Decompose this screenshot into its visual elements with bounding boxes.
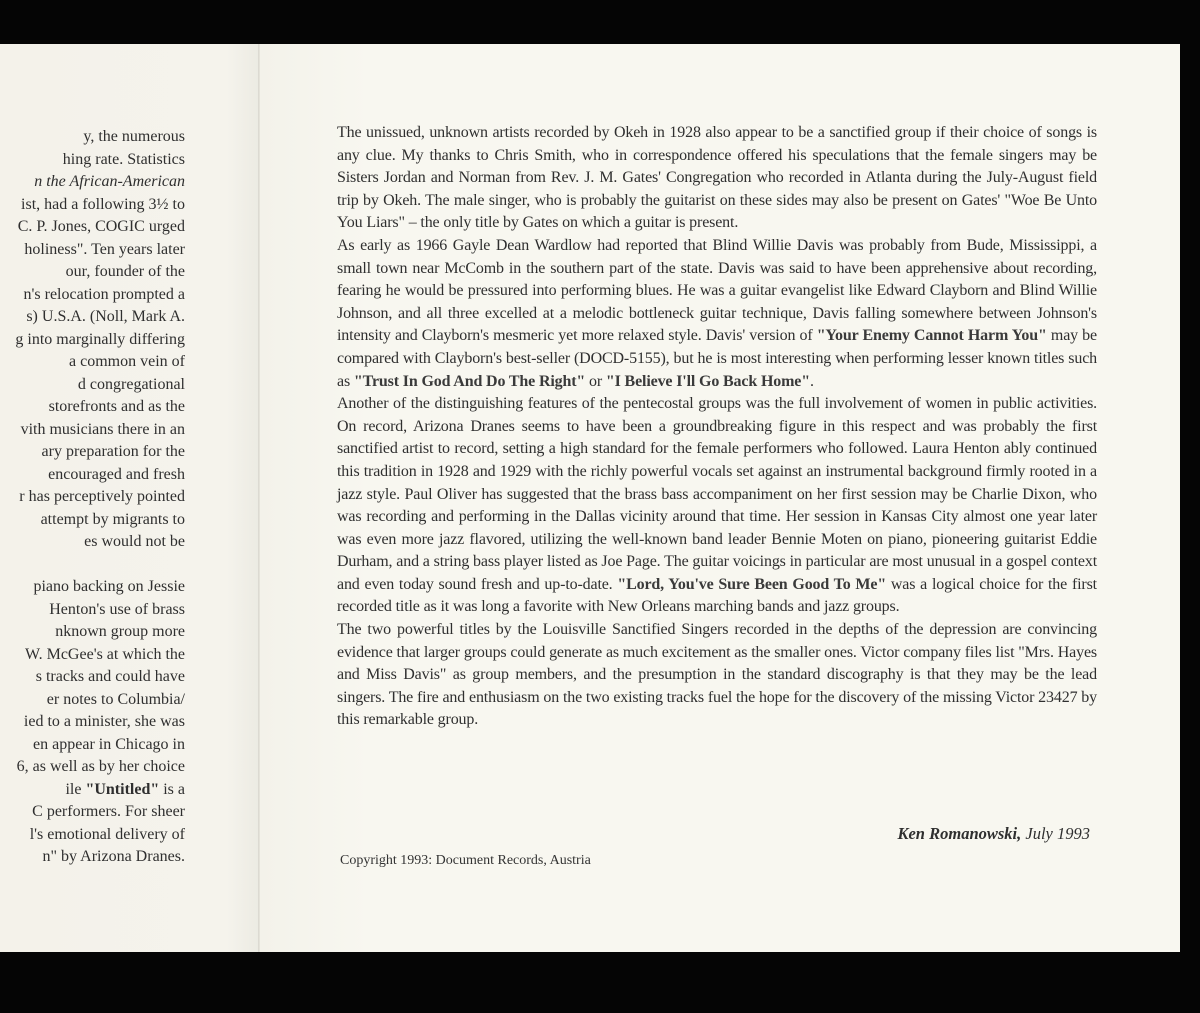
left-page-line: n's relocation prompted a	[23, 285, 185, 303]
left-page-line: ied to a minister, she was	[23, 713, 185, 730]
left-page-line: ary preparation for the	[41, 443, 185, 460]
left-page-line: 6, as well as by her choice	[16, 758, 185, 775]
song-title: "Lord, You've Sure Been Good To Me"	[617, 575, 887, 593]
left-page-line	[0, 779, 185, 802]
left-page-line: s) U.S.A. (Noll, Mark A.	[26, 308, 185, 325]
left-page-line: g into marginally differing	[15, 330, 185, 348]
left-page-line: encouraged and fresh	[48, 465, 185, 483]
liner-notes-article	[337, 122, 1097, 732]
left-page-line: s tracks and could have	[35, 668, 185, 685]
paragraph-text: Another of the distinguishing features of the pentecostal groups was the full involvement of women in public activities. On record, Arizona Dranes seems to have been a groundbreaking figure in this respect and was probably the first sanctified artist to record, setting a high standard for the female performers who followed. Laura Henton ably continued this tradition in 1928 and 1929 with the richly powerful vocals set against an instrumental background firmly rooted in a jazz style. Paul Oliver has suggested that the brass bass accompaniment on her first session may be Charlie Dixon, who was recording and performing in the Dallas vicinity around that time. Her session in Kansas City almost one year later was even more jazz flavored, utilizing the well-known band leader Bennie Moten on piano, pioneering guitarist Eddie Durham, and a string bass player listed as Joe Page. The guitar voicings in particular are most unusual in a gospel context and even today sound fresh and up-to-date.	[337, 395, 1097, 593]
paragraph-text: was a logical choice for the first recorded title as it was long a favorite with New Orleans marching bands and jazz groups.	[337, 575, 1097, 616]
paragraph-text: .	[809, 372, 814, 390]
left-page-line: W. McGee's at which the	[24, 645, 185, 663]
left-page	[0, 44, 258, 952]
article-paragraph	[337, 619, 1097, 732]
left-page-line: attempt by migrants to	[40, 510, 185, 528]
left-page-line: C. P. Jones, COGIC urged	[17, 218, 185, 235]
left-page-line: a common vein of	[69, 353, 185, 370]
left-page-line: ist, had a following 3½ to	[21, 195, 185, 213]
article-paragraph	[337, 235, 1097, 393]
left-page-line: nknown group more	[55, 623, 185, 640]
paragraph-text: As early as 1966 Gayle Dean Wardlow had reported that Blind Willie Davis was probably from Bude, Mississippi, a small town near McComb in the southern part of the state. Davis was said to have been apprehensive about recording, fearing he would be pressured into performing blues. He was a guitar evangelist like Edward Clayborn and Blind Willie Johnson, and all three excelled at a melodic bottleneck guitar technique, Davis falling somewhere between Johnson's intensity and Clayborn's mesmeric yet more relaxed style. Davis' version of	[337, 236, 1097, 345]
left-page-line: en appear in Chicago in	[33, 735, 185, 753]
left-page-line: d congregational	[77, 375, 185, 393]
left-page-line: n" by Arizona Dranes.	[42, 848, 185, 865]
signature-date: July 1993	[1021, 824, 1090, 843]
song-title: "Trust In God And Do The Right"	[353, 372, 586, 390]
article-paragraph	[337, 122, 1097, 235]
author-name: Ken Romanowski,	[897, 824, 1022, 843]
left-page-line: vith musicians there in an	[20, 420, 185, 438]
left-page-line: y, the numerous	[83, 128, 185, 145]
left-page-line: hing rate. Statistics	[62, 150, 185, 168]
article-paragraph	[337, 393, 1097, 619]
paragraph-text: The unissued, unknown artists recorded by Okeh in 1928 also appear to be a sanctified group if their choice of songs is any clue. My thanks to Chris Smith, who in correspondence offered his speculations that the female singers may be Sisters Jordan and Norman from Rev. J. M. Gates' Congregation who recorded in Atlanta during the July-August field trip by Okeh. The male singer, who is probably the guitarist on these sides may also be present on Gates' "Woe Be Unto You Liars" – the only title by Gates on which a guitar is present.	[337, 124, 1097, 232]
song-title: "Untitled"	[85, 780, 160, 798]
left-page-line: C performers. For sheer	[32, 803, 185, 820]
left-page-line: r has perceptively pointed	[19, 488, 185, 505]
paragraph-text: or	[585, 372, 606, 390]
paragraph-text: The two powerful titles by the Louisville Sanctified Singers recorded in the depths of the depression are convincing evidence that larger groups could generate as much excitement as the smaller ones. Victor company files list "Mrs. Hayes and Miss Davis" as group members, and the presumption in the standard discography is that they may be the lead singers. The fire and enthusiasm on the two existing tracks fuel the hope for the discovery of the missing Victor 23427 by this remarkable group.	[337, 621, 1097, 729]
author-signature	[760, 824, 1090, 844]
line-text: is a	[159, 780, 185, 798]
left-page-line: our, founder of the	[65, 263, 185, 280]
left-page-line: n the African-American	[34, 173, 185, 190]
paragraph-text: may be compared with Clayborn's best-seller (DOCD-5155), but he is most interesting when performing lesser known titles such as	[337, 327, 1097, 390]
left-page-line: es would not be	[84, 533, 185, 550]
song-title: "I Believe I'll Go Back Home"	[605, 372, 810, 390]
copyright-notice: Copyright 1993: Document Records, Austria	[340, 853, 591, 868]
left-page-line: holiness". Ten years later	[24, 240, 185, 258]
left-page-line	[0, 554, 185, 577]
left-page-line: er notes to Columbia/	[46, 690, 185, 708]
left-page-text-column	[0, 126, 185, 869]
line-text: ile	[65, 780, 86, 798]
left-page-line: storefronts and as the	[48, 398, 185, 415]
left-page-line: Henton's use of brass	[49, 600, 185, 618]
left-page-line: piano backing on Jessie	[33, 578, 185, 595]
song-title: "Your Enemy Cannot Harm You"	[816, 327, 1047, 345]
left-page-line: l's emotional delivery of	[29, 825, 185, 843]
